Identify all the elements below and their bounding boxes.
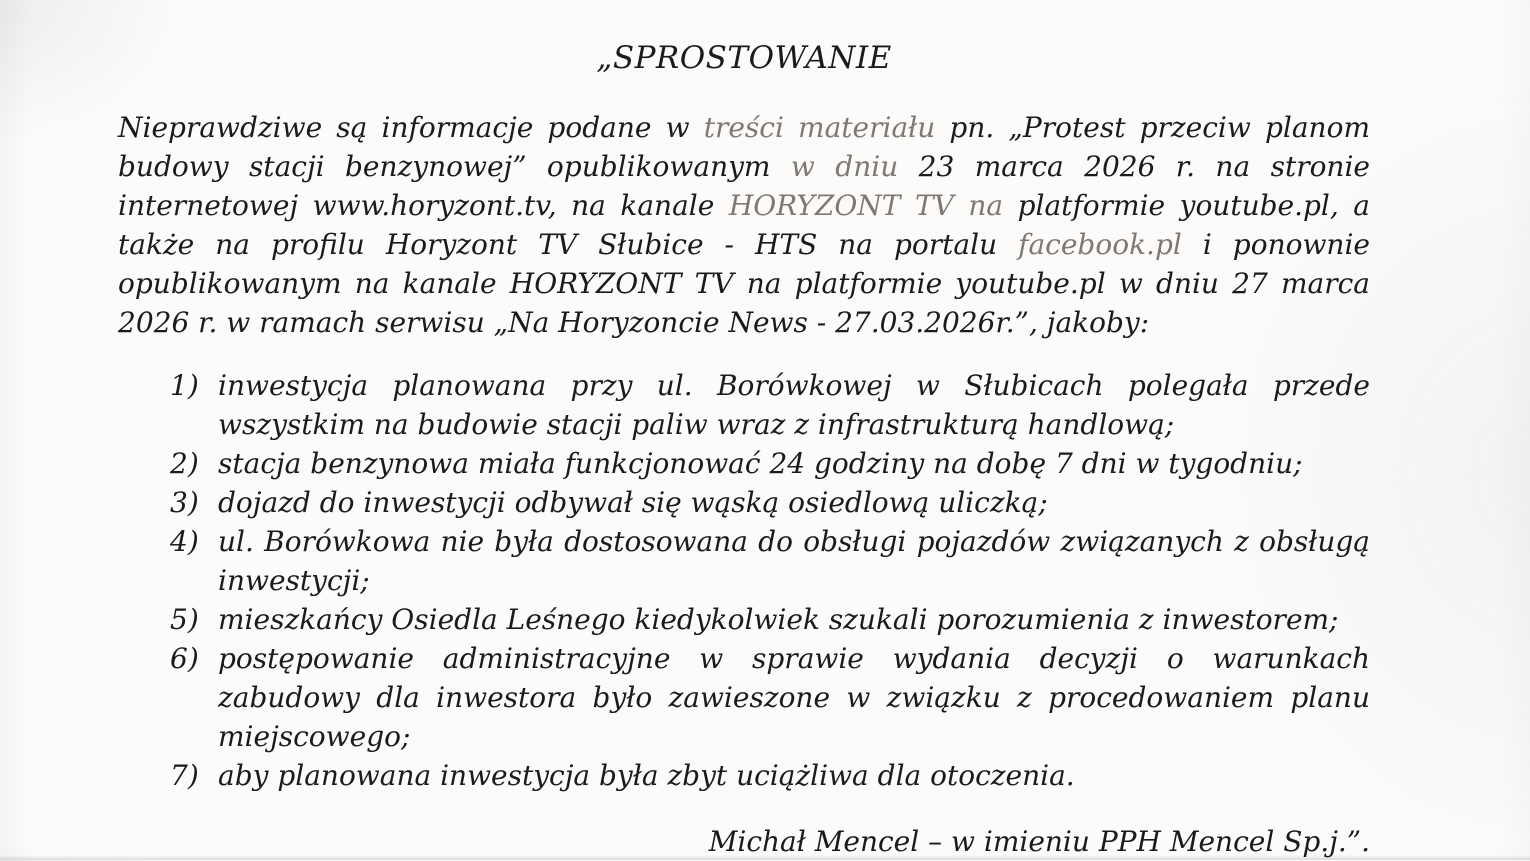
claim-text: stacja benzynowa miała funkcjonować 24 godziny na dobę 7 dni w tygodniu; — [218, 447, 1303, 480]
claim-item — [170, 444, 1370, 483]
claim-number: 2) — [170, 447, 199, 480]
claim-item — [170, 639, 1370, 756]
intro-paragraph: Nieprawdziwe są informacje podane w treści materiału pn. „Protest przeciw planom budowy stacji benzynowej” opublikowanym w dniu 23 marca 2026 r. na stronie internetowej www.horyzont.tv, na kanale HORYZONT TV na platformie youtube.pl, a także na profilu Horyzont TV Słubice - HTS na portalu facebook.pl i ponownie opublikowanym na kanale HORYZONT TV na platformie youtube.pl w dniu 27 marca 2026 r. w ramach serwisu „Na Horyzoncie News - 27.03.2026r.”, jakoby: — [118, 111, 1371, 339]
claim-number: 4) — [170, 525, 199, 558]
claim-text: mieszkańcy Osiedla Leśnego kiedykolwiek szukali porozumienia z inwestorem; — [218, 603, 1339, 636]
claim-text: postępowanie administracyjne w sprawie wydania decyzji o warunkach zabudowy dla inwestora było zawieszone w związku z procedowaniem planu miejscowego; — [218, 642, 1370, 753]
claim-number: 7) — [170, 759, 199, 792]
claim-number: 1) — [170, 369, 199, 402]
claims-list — [118, 366, 1370, 795]
claim-item — [170, 366, 1370, 444]
claim-text: aby planowana inwestycja była zbyt uciążliwa dla otoczenia. — [218, 759, 1075, 792]
claim-item — [170, 522, 1370, 600]
claim-item — [170, 483, 1370, 522]
claim-text: dojazd do inwestycji odbywał się wąską osiedlową uliczką; — [218, 486, 1048, 519]
claim-text: ul. Borówkowa nie była dostosowana do obsługi pojazdów związanych z obsługą inwestycji; — [218, 525, 1370, 597]
claim-item — [170, 756, 1370, 795]
claim-text: inwestycja planowana przy ul. Borówkowej w Słubicach polegała przede wszystkim na budowie stacji paliw wraz z infrastrukturą handlową; — [218, 369, 1370, 441]
claim-number: 5) — [170, 603, 199, 636]
document-title: „SPROSTOWANIE — [596, 40, 892, 76]
claim-number: 3) — [170, 486, 199, 519]
claim-number: 6) — [170, 642, 199, 675]
claim-item — [170, 600, 1370, 639]
signature-line: Michał Mencel – w imieniu PPH Mencel Sp.j.”. — [708, 825, 1370, 858]
